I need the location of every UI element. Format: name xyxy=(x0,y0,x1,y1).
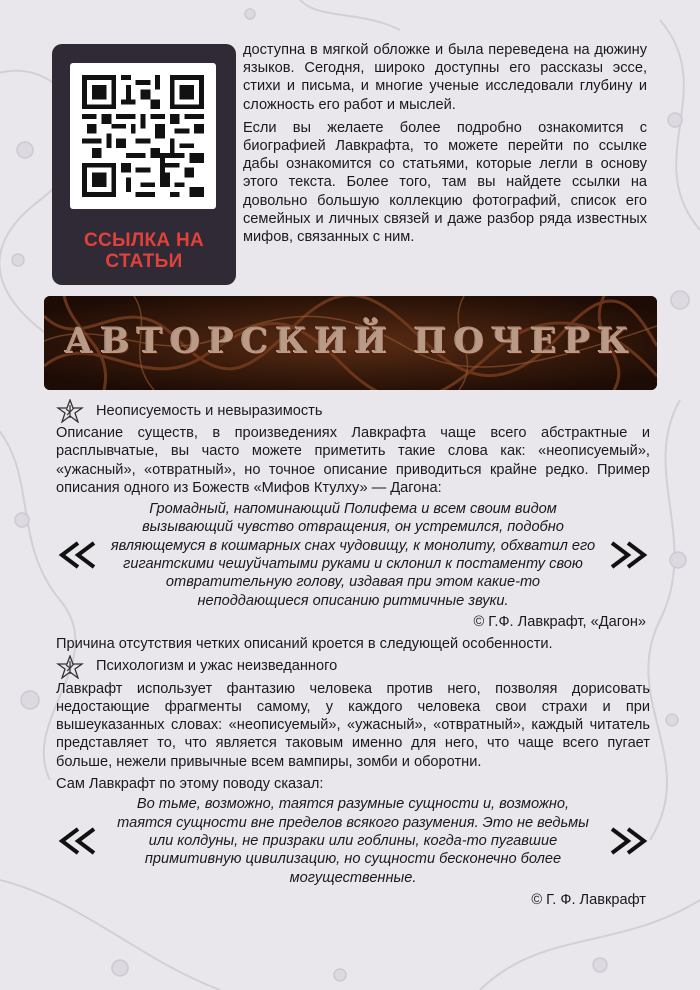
qr-caption xyxy=(52,230,236,272)
section-banner xyxy=(44,296,657,390)
intro-paragraph-1: доступна в мягкой обложке и была переведена на дюжину языков. Сегодня, широко доступны его рассказы эссе, стихи и письма, и многие ученые исследовали глубину и сложность его работ и мыслей. xyxy=(243,42,647,113)
section2-heading-text: Психологизм и ужас неизведанного xyxy=(96,658,338,675)
section1-heading xyxy=(56,398,650,424)
section2-lead: Сам Лавкрафт по этому поводу сказал: xyxy=(56,776,324,793)
section2-quote-block xyxy=(56,795,650,886)
section2-paragraph: Лавкрафт использует фантазию человека против него, позволяя дорисовать недостающие фрагменты самому, у каждого человека свои страхи и при вышеуказанных словах: «неописуемый», «ужасный», «отвратный», каждый читатель представляет то, что является таковым именно для него, что чаще всего пугает больше, нежели привычные всем вампиры, зомби и оборотни. xyxy=(56,680,650,770)
double-angle-right-icon xyxy=(608,826,648,856)
qr-code-icon xyxy=(82,75,204,197)
section1-heading-text: Неописуемость и невыразимость xyxy=(96,402,323,419)
elder-sign-icon xyxy=(56,399,84,423)
section2-attribution: © Г. Ф. Лавкрафт xyxy=(531,891,646,908)
qr-caption-line1: ССЫЛКА НА xyxy=(83,230,205,251)
double-angle-left-icon xyxy=(58,826,98,856)
intro-text xyxy=(243,41,647,251)
banner-title: АВТОРСКИЙ ПОЧЕРК xyxy=(64,321,637,362)
section1-paragraph: Описание существ, в произведениях Лавкрафта чаще всего абстрактные и расплывчатые, вы часто можете приметить такие слова как: «неописуемый», «ужасный», «отвратный», но точное описание приводиться крайне редко. Пример описания одного из Божеств «Мифов Ктулху» — Дагона: xyxy=(56,425,650,496)
section2-quote: Во тьме, возможно, таятся разумные сущности и, возможно, таятся сущности вне пределов всякого разумения. Это не ведьмы или колдуны, не призраки или гоблины, когда-то пугавшие примитивную цивилизацию, но сущности бесконечно более могущественные. xyxy=(117,796,589,886)
qr-code[interactable] xyxy=(70,63,216,209)
qr-link-card[interactable] xyxy=(52,44,236,285)
double-angle-left-icon xyxy=(58,540,98,570)
intro-paragraph-2: Если вы желаете более подробно ознакомится с биографией Лавкрафта, то можете перейти по ссылке дабы ознакомится со статьями, которые легли в основу этого текста. Более того, там вы найдете ссылки на довольно большую коллекцию фотографий, список его семейных и личных связей и даже разбор ряда известных мифов, связанных с ним. xyxy=(243,119,647,246)
main-content xyxy=(56,398,650,909)
section1-attribution: © Г.Ф. Лавкрафт, «Дагон» xyxy=(473,613,646,630)
elder-sign-icon xyxy=(56,655,84,679)
qr-caption-line2: СТАТЬИ xyxy=(105,251,183,272)
section1-quote-block xyxy=(56,500,650,610)
double-angle-right-icon xyxy=(608,540,648,570)
section1-quote: Громадный, напоминающий Полифема и всем своим видом вызывающий чувство отвращения, он устремился, подобно являющемуся в кошмарных снах чудовищу, к монолиту, обхватил его гигантскими чешуйчатыми руками и склонил к постаменту свою отвратительную голову, издавая при этом какие-то неподдающиеся описанию ритмичные звуки. xyxy=(110,501,596,609)
section2-heading xyxy=(56,654,650,680)
section1-after-text: Причина отсутствия четких описаний кроется в следующей особенности. xyxy=(56,636,553,653)
